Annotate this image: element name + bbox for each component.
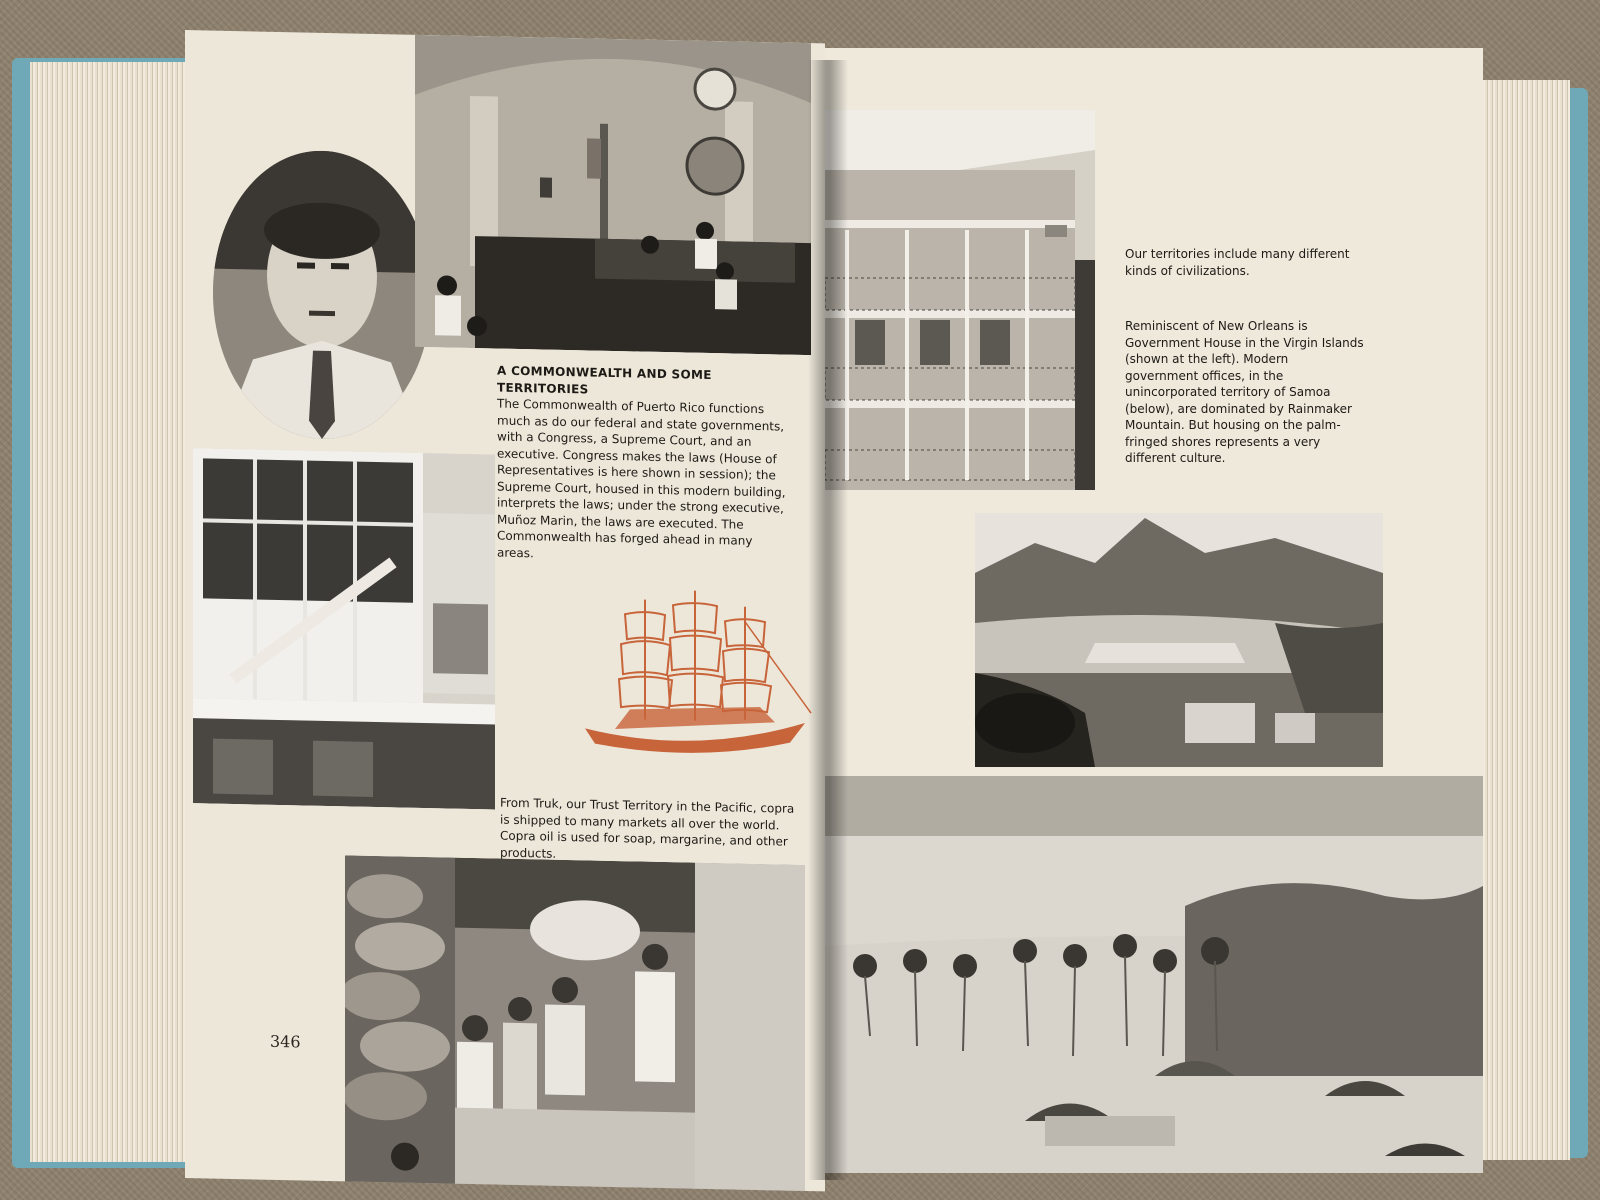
palm-shore-photo bbox=[825, 776, 1483, 1173]
right-page bbox=[825, 48, 1483, 1173]
samoa-harbor-photo bbox=[975, 513, 1383, 767]
house-of-representatives-photo bbox=[415, 35, 811, 355]
copra-workers-photo bbox=[345, 855, 805, 1191]
commonwealth-heading: A COMMONWEALTH AND SOME TERRITORIES bbox=[497, 363, 712, 396]
page-edges-left bbox=[30, 62, 195, 1162]
left-page bbox=[185, 30, 825, 1191]
government-house-photo bbox=[825, 110, 1095, 490]
page-number: 346 bbox=[270, 1031, 301, 1052]
portrait-photo bbox=[213, 149, 431, 442]
commonwealth-text-block bbox=[497, 363, 793, 567]
supreme-court-building-photo bbox=[193, 448, 495, 809]
commonwealth-body: The Commonwealth of Puerto Rico functions much as do our federal and state governments, with a Congress, a Supreme Court, and an executive. Congress makes the laws (House of Representatives is here shown in session); the Supreme Court, housed in this modern building, interprets the laws; under the strong executive, Muñoz Marin, the laws are executed. The Commonwealth has forged ahead in many areas. bbox=[497, 396, 786, 560]
territories-caption: Reminiscent of New Orleans is Government House in the Virgin Islands (shown at the left). Modern government offices, in the unincorporated territory of Samoa (below), are dominated by Rainmaker Mountain. But housing on the palm-fringed shores represents a very different culture. bbox=[1125, 319, 1364, 465]
truk-caption: From Truk, our Trust Territory in the Pacific, copra is shipped to many markets all over the world. Copra oil is used for soap, margarine, and other products. bbox=[500, 795, 795, 861]
territories-intro: Our territories include many different kinds of civilizations. bbox=[1125, 247, 1350, 278]
book-gutter bbox=[808, 60, 848, 1180]
sailing-ship-illustration bbox=[575, 578, 815, 763]
